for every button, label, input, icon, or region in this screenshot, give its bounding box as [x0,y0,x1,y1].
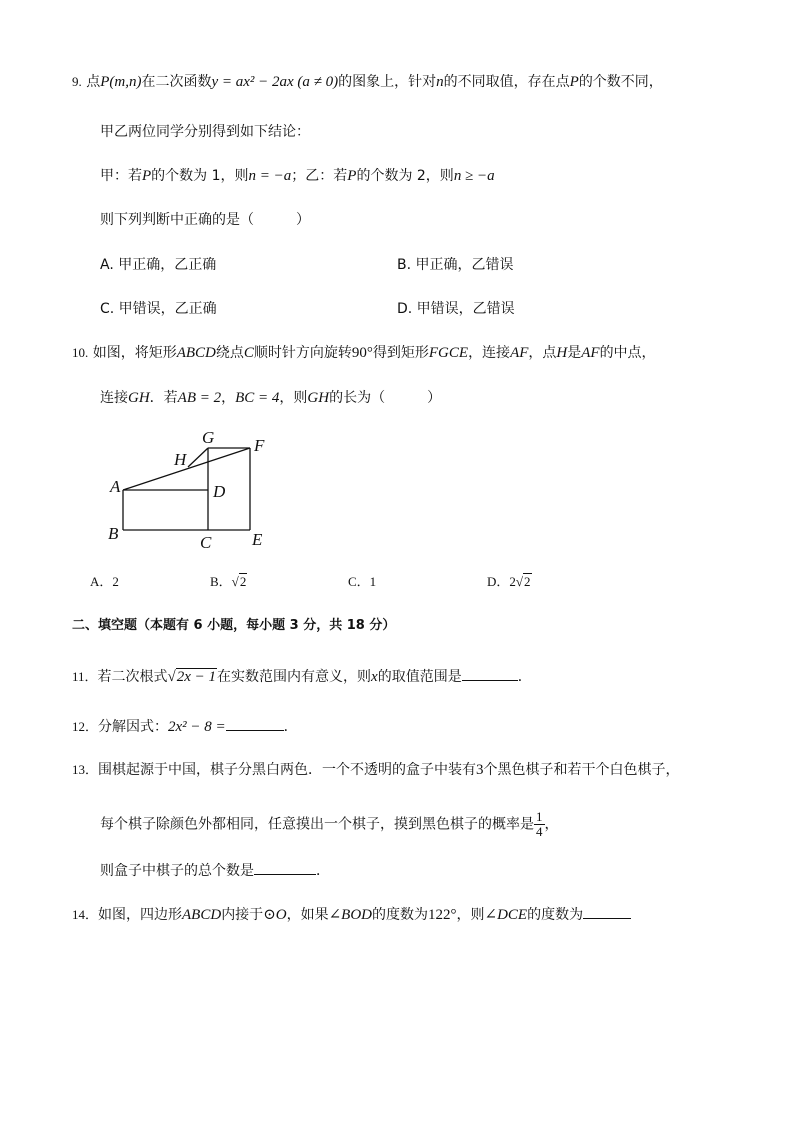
q10-option-b [210,572,247,592]
q9-option-c: C. 甲错误，乙正确 [100,301,217,317]
q10-line-1 [72,343,656,363]
q9-var-n: n [436,74,444,90]
q10-option-b-prefix: B． [210,574,232,589]
q13-fraction-numerator: 1 [536,809,543,824]
q13-fraction [534,810,545,839]
q11-text: 的取值范围是 [377,669,462,685]
q9-line-3 [100,166,495,186]
q10-text: 绕点 [215,345,244,361]
q9-condition-2: n ≥ −a [453,168,495,184]
label-c: C [200,533,212,552]
segment-af [123,448,250,490]
q9-point: P(m,n) [100,74,142,90]
q9-text: 的个数为 2，则 [356,168,454,184]
q10-bc: BC = 4 [235,390,280,406]
q10-number: 10. [72,345,89,360]
q9-text: 点 [86,74,101,90]
q9-text: 的个数不同， [578,74,663,90]
q9-text: 在二次函数 [141,74,212,90]
q13-text: ， [544,816,559,833]
q13-text: 个黑色棋子和若干个白色棋子， [483,762,680,778]
label-d: D [213,482,226,501]
q10-option-b-radicand: 2 [239,574,247,589]
q9-text: 的图象上，针对 [338,74,437,90]
q13-text: 围棋起源于中国，棋子分黑白两色．一个不透明的盒子中装有 [98,762,477,778]
q9-text: ；乙：若 [291,168,348,184]
q13-text: 则盒子中棋子的总个数是 [100,863,254,879]
q14-text: 的度数为 [372,907,428,923]
q9-option-a: A. 甲正确，乙正确 [100,257,217,273]
q10-text: 的中点， [599,345,656,361]
q11-end: ． [517,669,532,685]
q11-answer-blank[interactable] [462,666,518,681]
q11-line [72,666,532,687]
q9-text: 甲：若 [100,168,142,184]
q10-seg-gh: GH [307,390,330,406]
q9-function: y = ax² − 2ax (a ≠ 0) [211,74,339,90]
q14-text: ，则 [456,907,485,923]
q10-rect-fgce: FGCE [428,345,469,361]
q10-text: 连接 [100,390,128,406]
q9-number: 9. [72,74,82,89]
q10-seg-gh: GH [128,390,150,406]
q10-text: 如图，将矩形 [92,345,177,361]
q14-angle-dce: ∠DCE [484,907,528,923]
q10-point-c: C [243,345,254,361]
q14-degree: 122° [428,907,457,923]
segment-gh [188,448,208,467]
q13-end: ． [316,863,330,879]
sqrt-sign: √ [167,669,176,685]
q11-radicand: 2x − 1 [176,669,217,685]
q9-option-b: B. 甲正确，乙错误 [397,257,514,273]
q10-option-d [487,572,532,592]
label-e: E [252,530,263,549]
q13-line-2 [100,810,559,839]
q10-option-d-coef: 2 [509,574,516,589]
section-heading: 二、填空题（本题有 6 小题，每小题 3 分，共 18 分） [72,618,396,633]
q14-number: 14． [72,907,99,922]
q13-text: 每个棋子除颜色外都相同，任意摸出一个棋子，摸到黑色棋子的概率是 [100,816,534,833]
q13-fraction-denominator: 4 [536,824,543,839]
q14-answer-blank[interactable] [583,904,631,919]
q12-answer-blank[interactable] [226,716,284,731]
q9-text: 的不同取值，存在点 [443,74,570,90]
q10-text: ，则 [279,390,308,406]
q9-line-2: 甲乙两位同学分别得到如下结论： [100,124,310,140]
label-f: F [254,436,265,455]
q9-var-p: P [347,168,357,184]
q13-line-3 [100,860,330,881]
q10-text: 的长为（ ） [329,390,442,406]
q14-quad: ABCD [182,907,222,923]
q13-number: 13． [72,762,99,777]
q10-text: 是 [567,345,582,361]
q10-option-d-prefix: D． [487,574,510,589]
q14-text: 内接于 [221,907,264,923]
q10-seg-af: AF [581,345,600,361]
q10-point-h: H [556,345,568,361]
sqrt-sign: √ [515,574,524,589]
q10-figure [100,425,280,555]
q13-answer-blank[interactable] [254,860,316,875]
q10-option-d-radicand: 2 [524,574,531,589]
q9-text: 的个数为 1，则 [151,168,249,184]
q14-line [72,904,631,925]
q10-rect-abcd: ABCD [176,345,216,361]
q10-text: ，连接 [468,345,511,361]
label-h: H [174,450,187,469]
q10-text: ．若 [149,390,178,406]
q11-text: 若二次根式 [97,669,168,685]
q12-number: 12． [72,719,99,734]
label-g: G [202,428,215,447]
q11-var: x [371,669,378,685]
q14-text: 如图，四边形 [98,907,183,923]
label-b: B [108,524,119,543]
q9-line-4: 则下列判断中正确的是（ ） [100,212,310,228]
q10-option-c: C．1 [348,574,377,589]
q10-seg-af: AF [510,345,529,361]
q12-text: 分解因式： [98,719,169,735]
q10-line-2 [100,388,441,408]
q10-angle: 90° [351,345,373,361]
q10-text: 得到矩形 [372,345,429,361]
q13-count: 3 [476,762,484,778]
q14-angle-bod: ∠BOD [328,907,372,923]
q14-text: 的度数为 [527,907,584,923]
sqrt-sign: √ [231,574,239,589]
q10-option-a: A．2 [90,574,119,589]
q10-text: ， [221,390,236,406]
q11-text: 在实数范围内有意义，则 [217,669,372,685]
q12-end: ． [283,719,298,735]
q12-expression: 2x² − 8 = [168,719,226,735]
q9-line-1 [72,72,663,92]
q9-var-p: P [142,168,152,184]
q13-line-1 [72,760,680,780]
q10-text: 顺时针方向旋转 [253,345,352,361]
q12-line [72,716,298,737]
q11-number: 11． [72,669,98,684]
q10-text: ，点 [528,345,557,361]
q14-circle: ⊙O [263,907,287,923]
q10-ab: AB = 2 [177,390,222,406]
q9-option-d: D. 甲错误，乙错误 [397,301,515,317]
label-a: A [110,477,121,496]
q14-text: ，如果 [286,907,329,923]
q9-var-p: P [569,74,579,90]
q9-condition-1: n = −a [248,168,292,184]
